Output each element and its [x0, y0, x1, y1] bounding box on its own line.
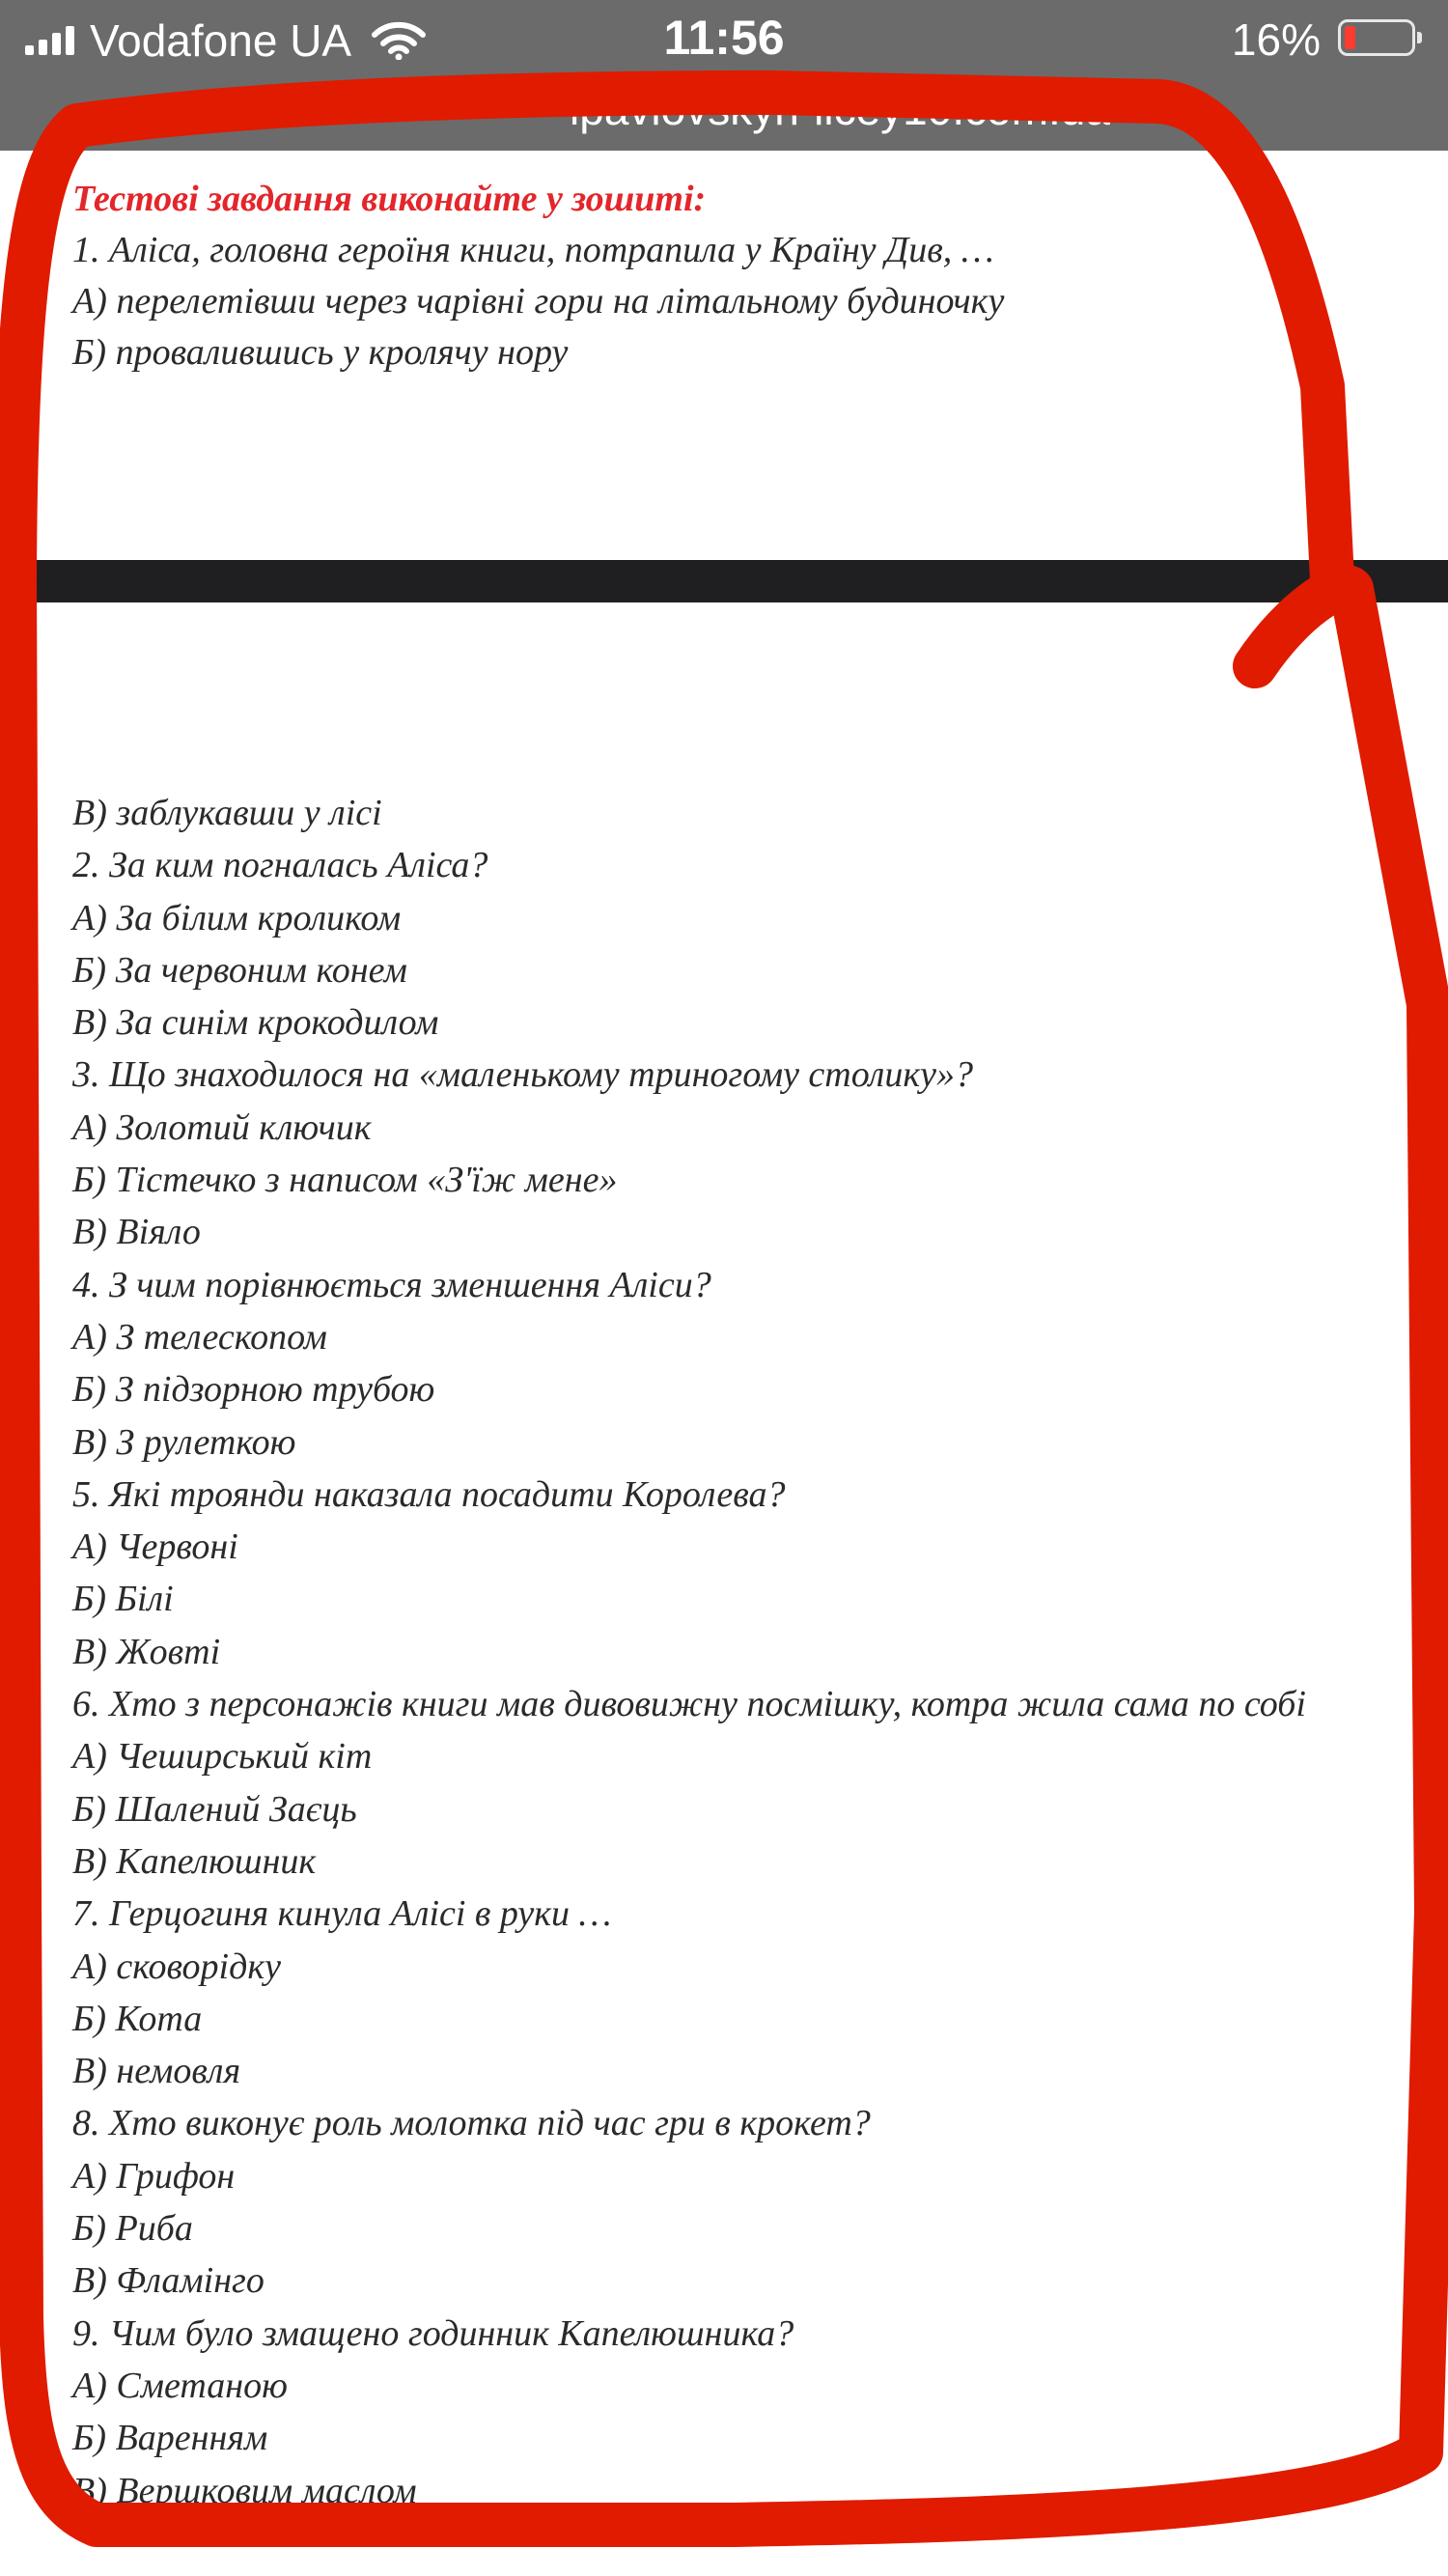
answer-line: В) немовля: [72, 2051, 241, 2092]
question-line: 8. Хто виконує роль молотка під час гри в крокет?: [72, 2103, 871, 2144]
answer-line: А) Чеширський кіт: [72, 1736, 373, 1778]
answer-line: Б) Шалений Заєць: [72, 1788, 357, 1830]
clock: 11:56: [663, 11, 785, 65]
page-heading: Тестові завдання виконайте у зошиті:: [72, 179, 707, 219]
answer-line: А) перелетівши через чарівні гори на літальному будиночку: [72, 281, 1005, 322]
battery-level: [1345, 26, 1355, 49]
question-line: 6. Хто з персонажів книги мав дивовижну посмішку, котра жила сама по собі: [72, 1684, 1306, 1725]
document-page-1: [72, 174, 1327, 378]
status-bar: [0, 0, 1448, 81]
carrier-name: Vodafone UA: [90, 15, 352, 66]
answer-line: В) З рулеткою: [72, 1421, 296, 1463]
answer-line: В) заблукавши у лісі: [72, 793, 382, 833]
question-line: 5. Які троянди наказала посадити Королева?: [72, 1473, 786, 1515]
url-text[interactable]: ipavlovskyh-licey10.com.ua: [570, 84, 1110, 134]
answer-line: В) За синім крокодилом: [72, 1002, 439, 1044]
answer-line: А) За білим кроликом: [72, 897, 402, 938]
answer-line: Б) Тістечко з написом «З'їж мене»: [72, 1160, 618, 1201]
question-line: 4. З чим порівнюється зменшення Аліси?: [72, 1264, 711, 1305]
answer-line: Б) Білі: [72, 1579, 174, 1620]
answer-line: А) Грифон: [72, 2155, 236, 2197]
question-line: 3. Що знаходилося на «маленькому триногому столику»?: [72, 1054, 974, 1096]
page-divider: [0, 560, 1448, 602]
battery-icon: [1338, 19, 1415, 56]
answer-line: Б) За червоним конем: [72, 949, 407, 991]
answer-line: А) сковорідку: [72, 1946, 281, 1987]
answer-line: А) Золотий ключик: [72, 1106, 372, 1148]
answer-line: В) Капелюшник: [72, 1840, 317, 1882]
answer-line: Б) З підзорною трубою: [72, 1369, 435, 1411]
battery-percentage: 16%: [1231, 14, 1321, 65]
question-line: 2. За ким погналась Аліса?: [72, 845, 488, 886]
answer-line: А) З телескопом: [72, 1316, 327, 1358]
answer-line: В) Фламінго: [72, 2260, 265, 2302]
answer-line: В) Жовті: [72, 1631, 221, 1672]
question-line: 9. Чим було змащено годинник Капелюшника?: [72, 2312, 794, 2354]
answer-line: В) Віяло: [72, 1212, 201, 1253]
question-line: 7. Герцогиня кинула Алісі в руки …: [72, 1893, 612, 1935]
answer-line: В) Вершковим маслом: [72, 2470, 417, 2511]
answer-line: А) Сметаною: [72, 2365, 288, 2406]
document-page-2: [72, 787, 1424, 2517]
answer-line: Б) провалившись у кролячу нору: [72, 332, 569, 373]
address-bar[interactable]: [0, 81, 1448, 151]
answer-line: Б) Варенням: [72, 2418, 268, 2459]
answer-line: Б) Кота: [72, 1998, 203, 2039]
question-line: 1. Аліса, головна героїня книги, потрапила у Країну Див, …: [72, 230, 994, 270]
answer-line: Б) Риба: [72, 2208, 193, 2250]
answer-line: А) Червоні: [72, 1526, 238, 1568]
